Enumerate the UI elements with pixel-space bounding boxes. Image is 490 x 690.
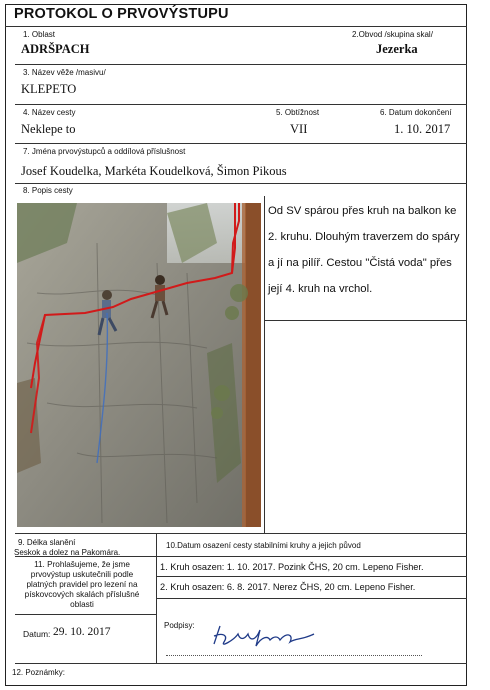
divider bbox=[15, 183, 467, 184]
obvod-value: Jezerka bbox=[376, 42, 418, 56]
divider bbox=[15, 614, 156, 615]
divider bbox=[15, 64, 467, 65]
obvod-label: 2.Obvod /skupina skal/ bbox=[352, 30, 433, 39]
prvovystupci-value: Josef Koudelka, Markéta Koudelková, Šimon Pikous bbox=[21, 164, 287, 178]
route-photo-image bbox=[17, 203, 261, 527]
divider bbox=[15, 143, 467, 144]
obtiznost-value: VII bbox=[290, 122, 308, 136]
divider bbox=[5, 26, 467, 27]
datum-dokonceni-value: 1. 10. 2017 bbox=[394, 122, 451, 136]
divider bbox=[264, 196, 265, 533]
datum-dokonceni-label: 6. Datum dokončení bbox=[380, 108, 452, 117]
obtiznost-label: 5. Obtížnost bbox=[276, 108, 320, 117]
osazeni-label: 10.Datum osazení cesty stabilními kruhy a jejich původ bbox=[166, 541, 361, 550]
prvovystupci-label: 7. Jména prvovýstupců a oddílová příslušnost bbox=[23, 147, 186, 156]
divider bbox=[15, 556, 467, 557]
divider bbox=[264, 320, 467, 321]
osazeni-item: 1. Kruh osazen: 1. 10. 2017. Pozink ČHS, 20 cm. Lepeno Fisher. bbox=[160, 562, 424, 572]
signature bbox=[210, 622, 320, 650]
cesta-label: 4. Název cesty bbox=[23, 108, 76, 117]
signature-line bbox=[166, 655, 422, 656]
vez-value: KLEPETO bbox=[21, 82, 77, 96]
divider bbox=[15, 663, 467, 664]
divider bbox=[15, 533, 467, 534]
prohlaseni-text: 11. Prohlašujeme, že jsme prvovýstup uskutečnili podle platných pravidel pro lezení na pískovcových skalách příslušné oblasti bbox=[24, 560, 140, 609]
slaneni-value: Seskok a dolez na Pakomára. bbox=[14, 548, 121, 557]
datum-label: Datum: bbox=[23, 629, 51, 639]
vez-label: 3. Název věže /masivu/ bbox=[23, 68, 106, 77]
slaneni-label: 9. Délka slanění bbox=[18, 538, 76, 547]
popis-text: Od SV spárou přes kruh na balkon ke 2. kruhu. Dlouhým traverzem do spáry a jí na pilíř. Cestou "Čistá voda" přes její 4. kruh na vrchol. bbox=[268, 205, 460, 295]
oblast-value: ADRŠPACH bbox=[21, 42, 90, 56]
cesta-value: Neklepe to bbox=[21, 122, 76, 136]
divider bbox=[156, 598, 467, 599]
podpis-label: Podpisy: bbox=[164, 621, 195, 630]
form-title: PROTOKOL O PRVOVÝSTUPU bbox=[14, 6, 229, 22]
osazeni-item: 2. Kruh osazen: 6. 8. 2017. Nerez ČHS, 20 cm. Lepeno Fisher. bbox=[160, 582, 416, 592]
divider bbox=[15, 104, 467, 105]
datum-value: 29. 10. 2017 bbox=[53, 626, 111, 638]
oblast-label: 1. Oblast bbox=[23, 30, 56, 39]
popis-label: 8. Popis cesty bbox=[23, 186, 73, 195]
route-photo bbox=[17, 203, 261, 527]
poznamky-label: 12. Poznámky: bbox=[12, 668, 65, 677]
divider bbox=[156, 576, 467, 577]
